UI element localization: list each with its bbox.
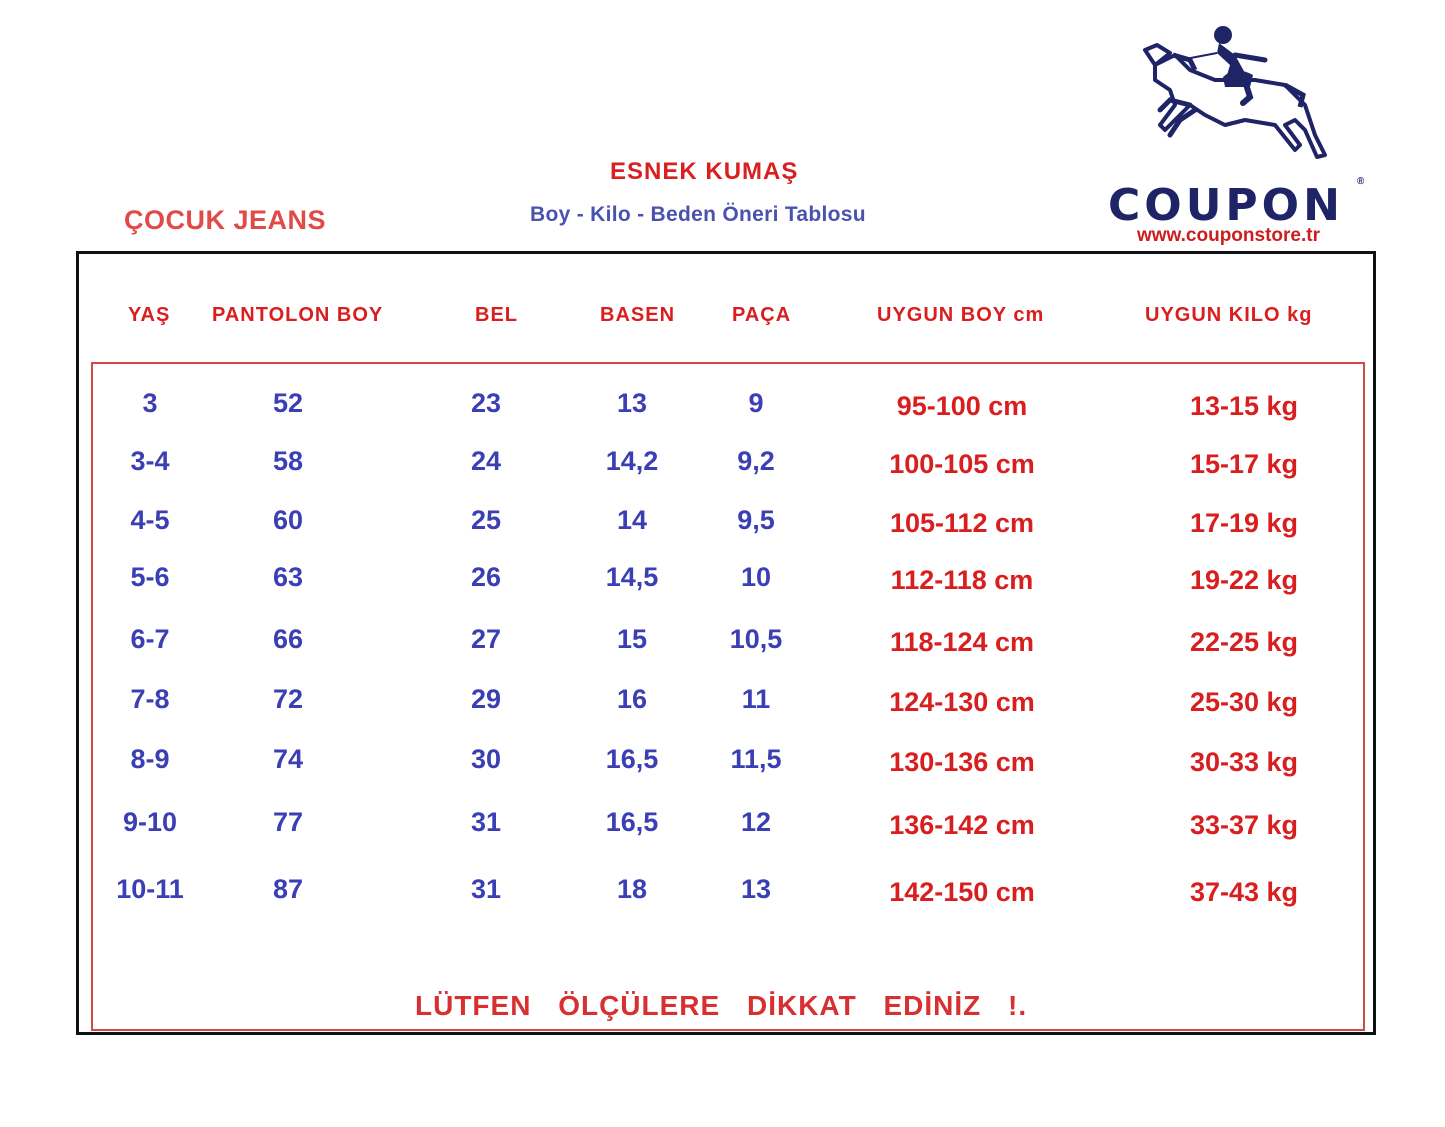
table-cell-height: 142-150 cm (889, 877, 1035, 907)
table-cell-weight: 30-33 kg (1189, 747, 1299, 777)
table-cell-hem: 13 (740, 874, 772, 904)
table-cell-hip: 14,5 (605, 562, 659, 592)
column-header-weight: UYGUN KILO kg (1145, 304, 1313, 326)
table-cell-height: 118-124 cm (889, 627, 1035, 657)
table-cell-hem: 10,5 (729, 624, 783, 654)
table-cell-waist: 26 (470, 562, 502, 592)
table-cell-age: 8-9 (130, 744, 170, 774)
table-cell-age: 3 (142, 388, 158, 418)
table-cell-hem: 10 (740, 562, 772, 592)
table-cell-length: 58 (272, 446, 304, 476)
table-cell-length: 77 (272, 807, 304, 837)
table-cell-weight: 25-30 kg (1189, 687, 1299, 717)
table-cell-height: 136-142 cm (889, 810, 1035, 840)
header-subtitle: Boy - Kilo - Beden Öneri Tablosu (530, 203, 866, 226)
table-cell-hem: 9,5 (737, 505, 775, 535)
brand-name: COUPON (1108, 180, 1344, 231)
brand-url: www.couponstore.tr (1137, 225, 1320, 246)
table-cell-height: 105-112 cm (889, 508, 1035, 538)
table-cell-hip: 16,5 (605, 744, 659, 774)
footer-note: LÜTFEN ÖLÇÜLERE DİKKAT EDİNİZ !. (415, 990, 1028, 1021)
table-cell-hem: 9 (748, 388, 764, 418)
brand-registered-mark: ® (1357, 176, 1365, 187)
table-cell-age: 6-7 (130, 624, 170, 654)
header-title: ESNEK KUMAŞ (610, 158, 799, 185)
table-cell-weight: 17-19 kg (1189, 508, 1299, 538)
column-header-length: PANTOLON BOY (212, 304, 384, 326)
column-header-age: YAŞ (128, 304, 171, 326)
column-header-hem: PAÇA (732, 304, 792, 326)
table-cell-hip: 15 (616, 624, 648, 654)
table-cell-hem: 11 (741, 684, 771, 714)
table-cell-age: 4-5 (130, 505, 170, 535)
table-cell-length: 74 (272, 744, 304, 774)
table-cell-age: 9-10 (122, 807, 178, 837)
table-cell-weight: 13-15 kg (1189, 391, 1299, 421)
table-cell-weight: 19-22 kg (1189, 565, 1299, 595)
table-cell-waist: 31 (470, 807, 502, 837)
table-cell-hem: 12 (740, 807, 772, 837)
table-cell-waist: 29 (470, 684, 502, 714)
table-cell-height: 130-136 cm (889, 747, 1035, 777)
table-cell-hip: 16 (616, 684, 648, 714)
table-cell-hip: 16,5 (605, 807, 659, 837)
table-cell-waist: 27 (470, 624, 502, 654)
page-title: ÇOCUK JEANS (124, 205, 327, 235)
table-cell-weight: 37-43 kg (1189, 877, 1299, 907)
table-cell-height: 100-105 cm (889, 449, 1035, 479)
table-cell-height: 112-118 cm (890, 565, 1034, 595)
table-cell-length: 66 (272, 624, 304, 654)
table-cell-age: 10-11 (116, 874, 184, 904)
table-cell-weight: 15-17 kg (1189, 449, 1299, 479)
table-cell-age: 5-6 (130, 562, 170, 592)
table-cell-length: 87 (272, 874, 304, 904)
table-cell-hip: 14 (616, 505, 648, 535)
table-cell-waist: 31 (470, 874, 502, 904)
table-cell-weight: 22-25 kg (1189, 627, 1299, 657)
column-header-hip: BASEN (600, 304, 676, 326)
table-cell-waist: 24 (470, 446, 502, 476)
table-cell-hem: 9,2 (737, 446, 775, 476)
table-cell-weight: 33-37 kg (1189, 810, 1299, 840)
table-cell-length: 63 (272, 562, 304, 592)
table-cell-waist: 23 (470, 388, 502, 418)
table-cell-hip: 14,2 (605, 446, 659, 476)
table-cell-waist: 25 (470, 505, 502, 535)
show-jumping-horse-rider-icon (1135, 25, 1335, 185)
table-cell-age: 7-8 (130, 684, 170, 714)
table-cell-height: 95-100 cm (896, 391, 1028, 421)
table-cell-length: 52 (272, 388, 304, 418)
column-header-waist: BEL (475, 304, 518, 326)
table-cell-height: 124-130 cm (889, 687, 1035, 717)
table-cell-length: 72 (272, 684, 304, 714)
table-cell-age: 3-4 (130, 446, 170, 476)
table-cell-hem: 11,5 (730, 744, 782, 774)
table-cell-length: 60 (272, 505, 304, 535)
column-header-height: UYGUN BOY cm (877, 304, 1045, 326)
table-cell-hip: 13 (616, 388, 648, 418)
table-cell-waist: 30 (470, 744, 502, 774)
table-cell-hip: 18 (616, 874, 648, 904)
